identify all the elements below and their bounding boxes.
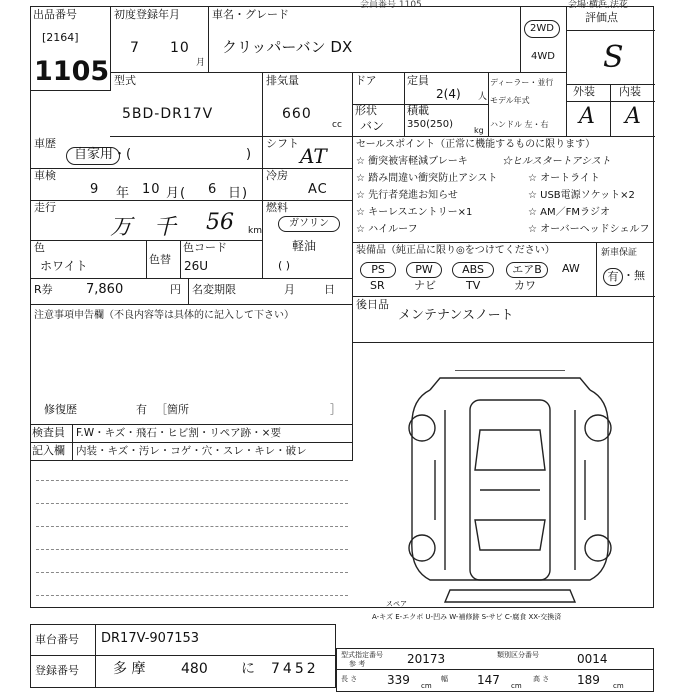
sales-point-3: ☆ 先行者発進お知らせ xyxy=(356,190,458,201)
model-no-value: 20173 xyxy=(407,652,446,666)
reg-number: 7452 xyxy=(271,661,319,677)
chassis-label: 車台番号 xyxy=(35,633,79,646)
color-value: ホワイト xyxy=(40,259,88,273)
fuel-gasoline: ガソリン xyxy=(278,216,340,232)
lot-cell xyxy=(30,6,111,91)
reg-area: 多 摩 xyxy=(113,661,146,677)
capacity-unit: 人 xyxy=(478,92,488,102)
inspection-month: 10 xyxy=(142,182,161,197)
drive-2wd: 2WD xyxy=(524,20,560,38)
length-unit: cm xyxy=(421,682,432,690)
recycle-cell xyxy=(30,278,189,305)
capacity-label: 定員 xyxy=(407,74,429,87)
equip-sr: SR xyxy=(370,279,385,292)
aircon-label: 冷房 xyxy=(266,169,288,182)
equip-ps: PS xyxy=(360,262,396,278)
load-unit: kg xyxy=(474,126,484,135)
inspection-getsu: 月( xyxy=(166,186,187,201)
handle-label: ハンドル 左・右 xyxy=(490,120,549,129)
first-reg-label: 初度登録年月 xyxy=(114,8,180,21)
int-grade: A xyxy=(625,104,641,129)
mileage-unit: km xyxy=(248,226,262,236)
sales-point-1: ☆ 衝突被害軽減ブレーキ xyxy=(356,156,468,167)
car-name-value: クリッパーバン DX xyxy=(222,38,353,56)
warranty-yes: 有 xyxy=(603,268,623,286)
history-close: ) xyxy=(246,147,252,162)
entry-row xyxy=(30,442,353,461)
inspection-nen: 年 xyxy=(116,186,131,201)
load-cell xyxy=(404,104,489,137)
repair-suffix: ［箇所 xyxy=(156,403,189,416)
inspector-line: F.W・キズ・飛石・ヒビ割・リペア跡・×要 xyxy=(76,427,281,439)
name-change-label: 名変期限 xyxy=(192,283,236,296)
inspection-cell xyxy=(30,168,263,201)
displacement-unit: cc xyxy=(332,120,342,130)
model-no-ref: 参 考 xyxy=(349,660,366,668)
body-type-value: バン xyxy=(360,119,385,133)
sales-point-r5: ☆ オーバーヘッドシェルフ xyxy=(528,224,650,235)
model-label: 型式 xyxy=(114,74,136,87)
equip-aw: AW xyxy=(562,262,580,275)
class-no-label: 類別区分番号 xyxy=(497,651,539,659)
color-code-label: 色コード xyxy=(183,241,227,254)
sales-points-cell xyxy=(352,136,654,243)
displacement-cell xyxy=(262,72,353,137)
lot-label: 出品番号 xyxy=(33,8,77,21)
entry-line: 内装・キズ・汚レ・コゲ・穴・スレ・キレ・破レ xyxy=(76,445,307,457)
width-unit: cm xyxy=(511,682,522,690)
name-change-cell xyxy=(188,278,353,305)
aftermarket-cell xyxy=(352,296,654,343)
score-label: 評価点 xyxy=(585,11,618,24)
capacity-cell xyxy=(404,72,489,105)
equip-abs: ABS xyxy=(452,262,494,278)
score-value: S xyxy=(603,40,624,75)
mileage-value: 56 xyxy=(206,210,234,235)
equip-tv: TV xyxy=(466,279,481,292)
equipment-title: 装備品（純正品に限り◎をつけてください） xyxy=(356,245,555,256)
drive-4wd: 4WD xyxy=(531,51,555,62)
notes-title: 注意事項申告欄（不良内容等は具体的に記入して下さい） xyxy=(34,310,294,321)
name-change-month: 月 xyxy=(284,283,295,296)
first-reg-cell xyxy=(110,6,209,73)
doors-label: ドア xyxy=(355,74,377,87)
car-name-label: 車名・グレード xyxy=(212,8,289,21)
warranty-label: 新車保証 xyxy=(601,248,638,258)
shift-label: シフト xyxy=(266,137,299,150)
mileage-cell xyxy=(30,200,263,241)
model-year-label: モデル年式 xyxy=(490,96,530,105)
model-no-label: 型式指定番号 xyxy=(341,651,383,659)
drive-cell xyxy=(520,6,566,73)
entry-label: 記入欄 xyxy=(32,444,65,457)
repair-label: 修復歴 xyxy=(44,403,77,416)
dealer-cell xyxy=(488,72,566,137)
repair-end: ］ xyxy=(330,403,341,416)
warranty-no: ・無 xyxy=(623,269,645,282)
inspector-row xyxy=(30,424,353,443)
fuel-paren: ( ) xyxy=(278,259,291,272)
mileage-label: 走行 xyxy=(34,201,56,214)
int-label: 内装 xyxy=(619,85,641,98)
car-name-cell xyxy=(208,6,521,73)
equipment-cell xyxy=(352,242,596,297)
repair-value: 有 xyxy=(136,403,147,416)
sales-points-title: セールスポイント（正常に機能するものに限ります） xyxy=(356,139,596,150)
equip-pw: PW xyxy=(406,262,442,278)
inspection-label: 車検 xyxy=(34,169,56,182)
first-reg-year: 7 xyxy=(130,40,140,56)
lot-sub: [2164] xyxy=(42,31,79,44)
body-type-cell xyxy=(352,104,405,137)
mileage-sen: 千 xyxy=(154,215,177,240)
ext-grade: A xyxy=(579,104,595,129)
fuel-label: 燃料 xyxy=(266,201,288,214)
reg-kana: に xyxy=(241,661,255,677)
sales-point-r1: ☆ヒルスタートアシスト xyxy=(502,156,611,167)
equip-airbag: エアB xyxy=(506,262,548,278)
equip-navi: ナビ xyxy=(414,279,436,292)
history-label: 車歴 xyxy=(34,137,56,150)
top-stamp: 会員番号 1105 xyxy=(360,0,422,10)
damage-legend: A-キズ E-エクボ U-凹み W-補修跡 S-サビ C-腐食 XX-交換済 xyxy=(372,613,562,621)
color-cell xyxy=(30,240,147,279)
model-cell xyxy=(110,72,263,137)
warranty-cell xyxy=(596,242,655,297)
shift-value: AT xyxy=(300,144,327,168)
sales-point-r4: ☆ AM／FMラジオ xyxy=(528,207,610,218)
lot-number: 1105 xyxy=(34,56,110,87)
inspection-nichi: 日) xyxy=(228,186,249,201)
length-label: 長 さ xyxy=(341,675,358,683)
car-damage-diagram xyxy=(380,370,640,610)
notes-cell xyxy=(30,304,353,425)
aftermarket-label: 後日品 xyxy=(356,298,389,311)
spare-label: スペア xyxy=(386,600,407,608)
first-reg-month-unit: 月 xyxy=(196,58,206,68)
color-code-cell xyxy=(180,240,263,279)
aftermarket-value: メンテナンスノート xyxy=(398,308,514,323)
reg-class: 480 xyxy=(181,661,208,677)
id-block xyxy=(30,624,336,688)
displacement-value: 660 xyxy=(282,106,312,122)
ext-label: 外装 xyxy=(573,85,595,98)
ext-int-cell xyxy=(566,84,655,137)
score-cell xyxy=(566,6,655,85)
inspector-label: 検査員 xyxy=(32,426,65,439)
aircon-cell xyxy=(262,168,353,201)
body-type-label: 形状 xyxy=(355,104,377,117)
fuel-cell xyxy=(262,200,353,279)
length-value: 339 xyxy=(387,673,410,687)
color-code-value: 26U xyxy=(184,259,209,273)
venue-stamp: 会場:横浜,法花 xyxy=(568,0,628,10)
height-unit: cm xyxy=(613,682,624,690)
width-label: 幅 xyxy=(441,675,448,683)
load-value: 350(250) xyxy=(407,119,453,130)
color-change-cell xyxy=(146,240,181,279)
inspection-year: 9 xyxy=(90,182,100,197)
model-value: 5BD-DR17V xyxy=(122,106,214,122)
sales-point-r2: ☆ オートライト xyxy=(528,173,600,184)
capacity-value: 2(4) xyxy=(436,87,461,101)
recycle-value: 7,860 xyxy=(86,282,124,297)
first-reg-month: 10 xyxy=(170,40,190,56)
history-cell xyxy=(30,136,263,169)
doors-cell xyxy=(352,72,405,105)
load-label: 積載 xyxy=(407,104,429,117)
inspection-day: 6 xyxy=(208,182,218,197)
height-label: 高 さ xyxy=(533,675,550,683)
sales-point-2: ☆ 踏み間違い衝突防止アシスト xyxy=(356,173,498,184)
chassis-number: DR17V-907153 xyxy=(101,631,200,646)
displacement-label: 排気量 xyxy=(266,74,299,87)
name-change-day: 日 xyxy=(324,283,335,296)
fuel-diesel: 軽油 xyxy=(292,239,317,253)
width-value: 147 xyxy=(477,673,500,687)
dealer-label: ディーラー・並行 xyxy=(490,78,554,87)
height-value: 189 xyxy=(577,673,600,687)
class-no-value: 0014 xyxy=(577,652,608,666)
history-value: 自家用・( xyxy=(74,147,132,162)
aircon-value: AC xyxy=(308,182,328,197)
sales-point-4: ☆ キーレスエントリー×1 xyxy=(356,207,473,218)
recycle-unit: 円 xyxy=(170,283,181,296)
color-change-label: 色替 xyxy=(149,253,171,266)
mileage-man: 万 xyxy=(110,215,133,240)
recycle-label: R券 xyxy=(34,283,53,296)
sales-point-5: ☆ ハイルーフ xyxy=(356,224,418,235)
reg-label: 登録番号 xyxy=(35,664,79,677)
shift-cell xyxy=(262,136,353,169)
spec-block xyxy=(336,648,654,692)
sales-point-r3: ☆ USB電源ソケット×2 xyxy=(528,190,635,201)
color-label: 色 xyxy=(34,241,45,254)
equip-leather: カワ xyxy=(514,279,536,292)
